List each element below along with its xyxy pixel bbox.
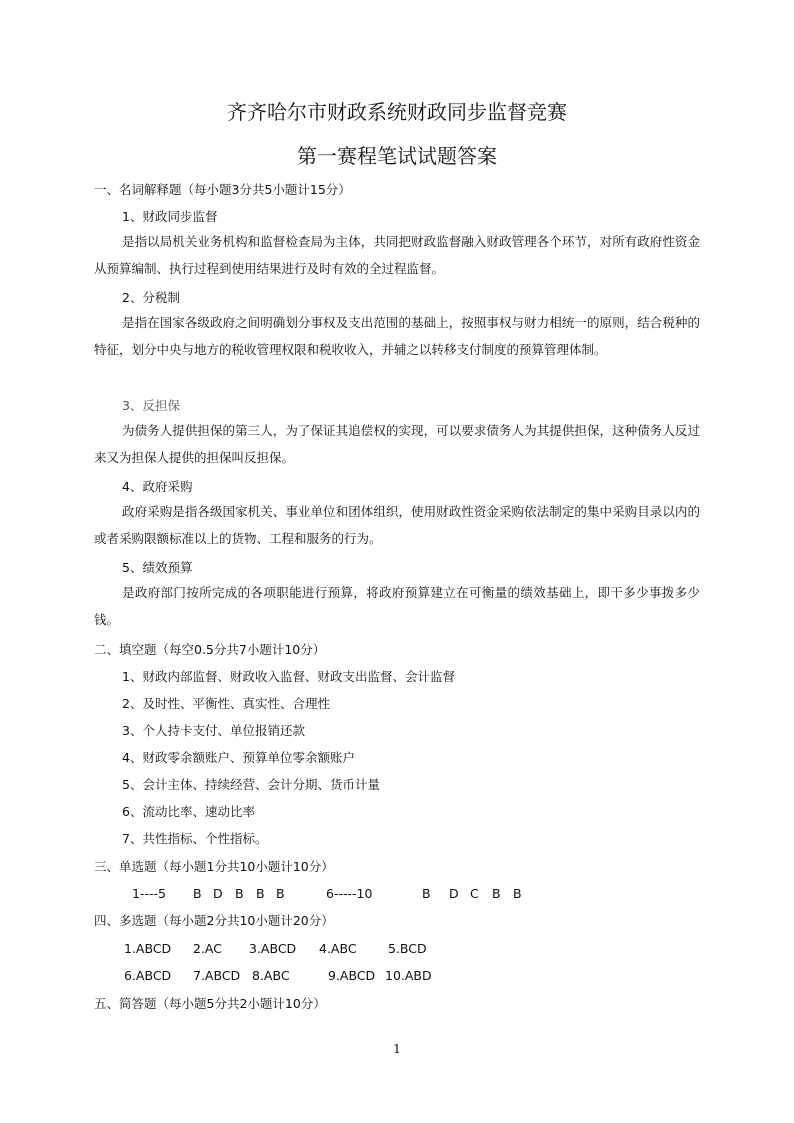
multi-answer-1: 1.ABCD [124,941,172,956]
single-answer-4: B [256,886,265,901]
single-answer-9: B [492,886,501,901]
multi-answer-3: 3.ABCD [249,941,297,956]
single-answer-1: B [193,886,202,901]
multi-answer-6: 6.ABCD [124,968,172,983]
single-choice-answer-row [0,884,794,904]
single-answer-7: D [449,886,459,901]
single-answer-6: B [422,886,431,901]
definition-1: 是指以局机关业务机构和监督检查局为主体，共同把财政监督融入财政管理各个环节，对所有政府性资金从预算编制、执行过程到使用结果进行及时有效的全过程监督。 [94,234,700,276]
document-title: 齐齐哈尔市财政系统财政同步监督竞赛 [227,100,567,124]
section-heading-short-answer: 五、简答题（每小题5分共2小题计10分） [94,996,326,1011]
range-label-6-10: 6-----10 [326,886,373,901]
section-heading-fill-blank: 二、填空题（每空0.5分共7小题计10分） [94,642,326,657]
term-1: 1、财政同步监督 [122,209,218,224]
single-answer-10: B [513,886,522,901]
single-answer-5: B [276,886,285,901]
section-heading-multiple-choice: 四、多选题（每小题2分共10小题计20分） [94,913,334,928]
single-answer-2: D [213,886,223,901]
multi-answer-9: 9.ABCD [328,968,376,983]
section-heading-definitions: 一、名词解释题（每小题3分共5小题计15分） [94,182,351,197]
range-label-1-5: 1----5 [132,886,166,901]
multi-choice-row-2 [0,966,794,986]
multi-answer-7: 7.ABCD [193,968,241,983]
term-4: 4、政府采购 [122,479,193,494]
term-2: 2、分税制 [122,290,180,305]
multi-answer-4: 4.ABC [319,941,357,956]
fill-answer-1: 1、财政内部监督、财政收入监督、财政支出监督、会计监督 [122,669,455,684]
section-heading-single-choice: 三、单选题（每小题1分共10小题计10分） [94,859,334,874]
fill-answer-4: 4、财政零余额账户、预算单位零余额账户 [122,750,355,765]
definition-2: 是指在国家各级政府之间明确划分事权及支出范围的基础上，按照事权与财力相统一的原则，结合税种的特征，划分中央与地方的税收管理权限和税收收入，并辅之以转移支付制度的预算管理体制。 [94,315,700,357]
fill-answer-2: 2、及时性、平衡性、真实性、合理性 [122,696,330,711]
multi-answer-8: 8.ABC [252,968,290,983]
fill-answer-7: 7、共性指标、个性指标。 [122,831,268,846]
term-3: 3、反担保 [122,398,180,413]
multi-answer-2: 2.AC [193,941,222,956]
term-5: 5、绩效预算 [122,560,193,575]
definition-5: 是政府部门按所完成的各项职能进行预算，将政府预算建立在可衡量的绩效基础上，即干多少事拨多少钱。 [94,585,700,627]
fill-answer-3: 3、个人持卡支付、单位报销还款 [122,723,305,738]
multi-answer-10: 10.ABD [385,968,432,983]
definition-3: 为债务人提供担保的第三人，为了保证其追偿权的实现，可以要求债务人为其提供担保，这种债务人反过来又为担保人提供的担保叫反担保。 [94,423,700,465]
fill-answer-5: 5、会计主体、持续经营、会计分期、货币计量 [122,777,380,792]
single-answer-8: C [470,886,479,901]
single-answer-3: B [235,886,244,901]
page-number: 1 [393,1042,401,1056]
multi-answer-5: 5.BCD [388,941,427,956]
fill-answer-6: 6、流动比率、速动比率 [122,804,255,819]
multi-choice-row-1 [0,939,794,959]
document-subtitle: 第一赛程笔试试题答案 [297,144,497,168]
definition-4: 政府采购是指各级国家机关、事业单位和团体组织，使用财政性资金采购依法制定的集中采购目录以内的或者采购限额标准以上的货物、工程和服务的行为。 [94,504,700,546]
